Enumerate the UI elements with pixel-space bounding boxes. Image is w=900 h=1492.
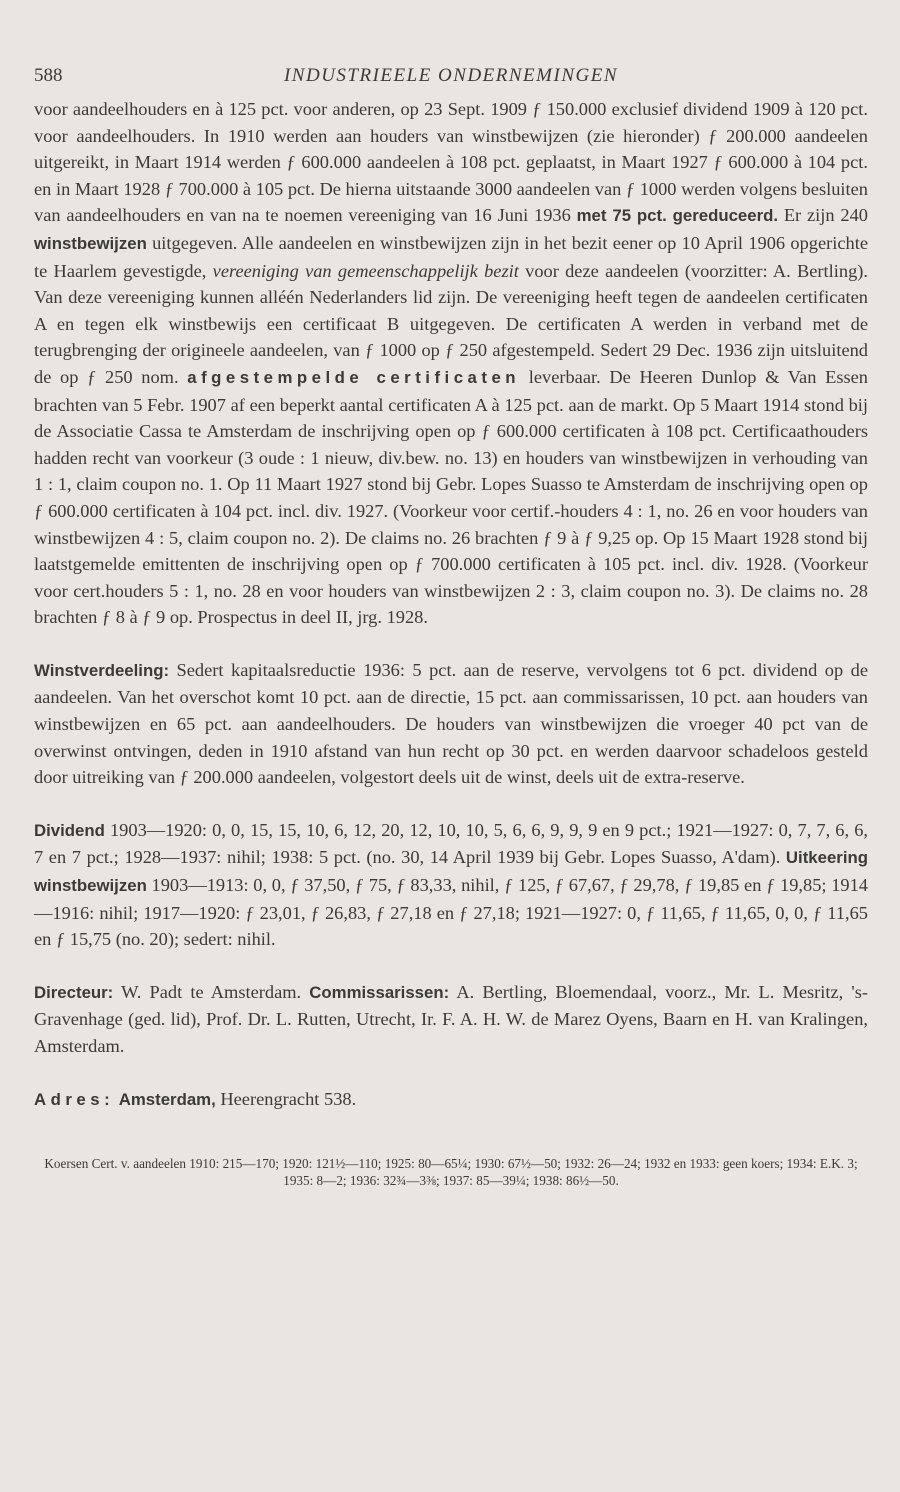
text-run: W. Padt te Amsterdam. (113, 981, 310, 1002)
bold-run: met 75 pct. gereduceerd. (576, 206, 779, 226)
text-run: Sedert kapitaalsreductie 1936: 5 pct. aan de reserve, vervolgens tot 6 pct. dividend op de aandeelen. Van het overschot komt 10 pct. aan de directie, 15 pct. aan commissarissen, 10 pct. aan houders van winstbewijzen en 65 pct. aan aandeelhouders. De houders van winstbewijzen die vroeger 40 pct van de overwinst ontvingen, deden in 1910 afstand van hun recht op 30 pct. en werden daarvoor schadeloos gesteld door uitreiking van ƒ 200.000 aandeelen, volgestort deels uit de winst, deels uit de extra-reserve. (34, 659, 868, 788)
runin-label: Winstverdeeling: (34, 660, 170, 680)
page-number: 588 (34, 65, 63, 86)
paragraph-shares (34, 96, 868, 631)
paragraph-adres (34, 1086, 868, 1114)
runin-label: Uitkeering winstbewijzen (34, 848, 868, 896)
text-run: A. Bertling, Bloemendaal, voorz., Mr. L. Mesritz, 's-Gravenhage (ged. lid), Prof. Dr. L. Rutten, Utrecht, Ir. F. A. H. W. de Marez Oyens, Baarn en H. van Kralingen, Amsterdam. (34, 981, 869, 1056)
text-run: 1903—1913: 0, 0, ƒ 37,50, ƒ 75, ƒ 83,33, nihil, ƒ 125, ƒ 67,67, ƒ 29,78, ƒ 19,85 en ƒ 19,85; 1914—1916: nihil; 1917—1920: ƒ 23,01, ƒ 26,83, ƒ 27,18 en ƒ 27,18; 1921—1927: 0, ƒ 11,65, ƒ 11,65, 0, 0, ƒ 11,65 en ƒ 15,75 (no. 20); sedert: nihil. (34, 875, 868, 950)
runin-label: Amsterdam, (118, 1089, 216, 1109)
text-run: voor deze aandeelen (voorzitter: A. Bertling). Van deze vereeniging kunnen alléén Nederlanders lid zijn. De vereeniging heeft tegen de aandeelen certificaten A en tegen elk winstbewijs een certificaat B uitgegeven. De certificaten A werden in verband met de terugbrenging der origineele aandeelen, van ƒ 1000 op ƒ 250 afgestempeld. Sedert 29 Dec. 1936 zijn uitsluitend de op ƒ 250 nom. (34, 260, 868, 387)
italic-run: vereeniging van gemeenschappelijk bezit (212, 260, 519, 281)
bold-run: winstbewijzen (34, 233, 147, 253)
running-head (34, 62, 868, 90)
section-title: INDUSTRIEELE ONDERNEMINGEN (283, 65, 618, 86)
paragraph-winstverdeeling (34, 657, 868, 791)
spaced-label: Adres: (34, 1089, 115, 1109)
runin-label: Directeur: (34, 982, 114, 1002)
text-run: voor aandeelhouders en à 125 pct. voor anderen, op 23 Sept. 1909 ƒ 150.000 exclusief dividend 1909 à 120 pct. voor aandeelhouders. In 1910 werden aan houders van winstbewijzen (zie hieronder) ƒ 200.000 aandeelen uitgereikt, in Maart 1914 werden ƒ 600.000 aandeelen à 108 pct. geplaatst, in Maart 1927 ƒ 600.000 à 104 pct. en in Maart 1928 ƒ 700.000 à 105 pct. De hierna uitstaande 3000 aandeelen van ƒ 1000 werden volgens besluiten van aandeelhouders en van na te noemen vereeniging van 16 Juni 1936 (34, 99, 868, 226)
runin-label: Commissarissen: (309, 982, 450, 1002)
text-run: Heerengracht 538. (215, 1088, 357, 1109)
paragraph-dividend (34, 817, 868, 953)
spaced-run: afgestempelde certificaten (187, 367, 521, 387)
text-run: uitgegeven. Alle aandeelen en winstbewijzen zijn in het bezit eener op 10 April 1906 opgerichte te Haarlem gevestigde, (34, 232, 868, 281)
text-run: 1903—1920: 0, 0, 15, 15, 10, 6, 12, 20, 12, 10, 10, 5, 6, 6, 9, 9, 9 en 9 pct.; 1921—1927: 0, 7, 7, 6, 6, 7 en 7 pct.; 1928—1937: nihil; 1938: 5 pct. (no. 30, 14 April 1939 bij Gebr. Lopes Suasso, A'dam). (34, 819, 868, 868)
footnote-koersen: Koersen Cert. v. aandeelen 1910: 215—170; 1920: 121½—110; 1925: 80—65¼; 1930: 67½—50; 1932: 26—24; 1932 en 1933: geen koers; 1934: E.K. 3; 1935: 8—2; 1936: 32¾—3⅜; 1937: 85—39¼; 1938: 86½—50. (44, 1156, 858, 1188)
runin-label: Dividend (34, 820, 105, 840)
text-run: Er zijn 240 (778, 205, 868, 226)
paragraph-directie (34, 979, 868, 1060)
text-run: leverbaar. De Heeren Dunlop & Van Essen brachten van 5 Febr. 1907 af een beperkt aantal certificaten A à 125 pct. aan de markt. Op 5 Maart 1914 stond bij de Associatie Cassa te Amsterdam de inschrijving open op ƒ 600.000 certificaten à 108 pct. Certificaathouders hadden recht van voorkeur (3 oude : 1 nieuw, div.bew. no. 13) en houders van winstbewijzen in verhouding van 1 : 1, claim coupon no. 1. Op 11 Maart 1927 stond bij Gebr. Lopes Suasso te Amsterdam de inschrijving open op ƒ 600.000 certificaten à 104 pct. incl. div. 1927. (Voorkeur voor certif.-houders 4 : 1, no. 26 en voor houders van winstbewijzen 4 : 5, claim coupon no. 2). De claims no. 26 brachten ƒ 9 à ƒ 9,25 op. Op 15 Maart 1928 stond bij laatstgemelde emittenten de inschrijving open op ƒ 700.000 certificaten à 105 pct. incl. div. 1928. (Voorkeur voor cert.houders 5 : 1, no. 28 en voor houders van winstbewijzen 2 : 3, claim coupon no. 3). De claims no. 28 brachten ƒ 8 à ƒ 9 op. Prospectus in deel II, jrg. 1928. (34, 366, 868, 628)
